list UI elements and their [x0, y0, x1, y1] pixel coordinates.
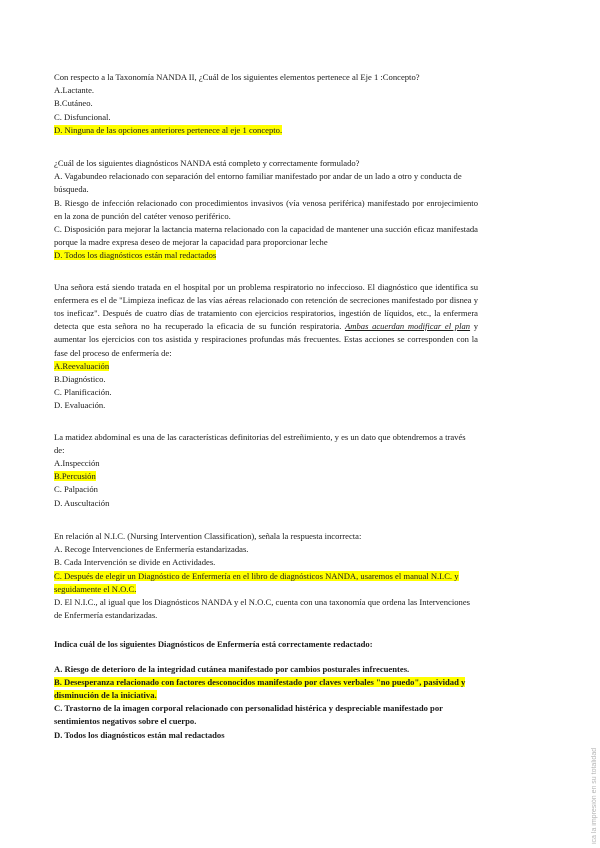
option-d: D. Auscultación: [54, 497, 110, 508]
option-c: C. Disfuncional.: [54, 111, 111, 122]
question-1: [54, 71, 478, 137]
option-a: A.Inspección: [54, 458, 100, 469]
option-b: B.Diagnóstico.: [54, 374, 106, 385]
question-6: [54, 638, 478, 741]
option-a-highlighted: A.Reevaluación: [54, 360, 110, 371]
question-2: [54, 157, 478, 263]
option-c: C. Palpación: [54, 484, 98, 495]
option-d: D. Todos los diagnósticos están mal redactados: [54, 729, 225, 740]
question-text: [54, 281, 478, 360]
question-text: Indica cuál de los siguientes Diagnósticos de Enfermería está correctamente redactado:: [54, 639, 373, 650]
option-c: C. Planificación.: [54, 387, 112, 398]
option-a: A.Lactante.: [54, 85, 95, 96]
option-a: A. Vagabundeo relacionado con separación del entorno familiar manifestado por andar de un lado a otro y conducta de búsqueda.: [54, 171, 462, 195]
question-emphasis: Ambas acuerdan modificar el plan: [345, 321, 471, 332]
option-a: A. Riesgo de deterioro de la integridad cutánea manifestado por cambios posturales infrecuentes.: [54, 663, 410, 674]
question-4: [54, 431, 478, 510]
option-d: D. Evaluación.: [54, 400, 106, 411]
side-watermark-text: ica la impresión en su totalidad: [591, 747, 598, 844]
option-c: C. Disposición para mejorar la lactancia materna relacionado con la capacidad de mantener una succión eficaz manifestada porque la madre expresa deseo de mejorar la capacidad para proporcionar leche: [54, 224, 478, 248]
question-text-part2: y aumentar los ejercicios con tos asistida y respiraciones profundas más frecuentes. Estas acciones se corresponden con la fase del proceso de enfermería de:: [54, 321, 479, 358]
option-c: C. Trastorno de la imagen corporal relacionado con personalidad histérica y despreciable manifestado por sentimientos negativos sobre el cuerpo.: [54, 703, 443, 727]
option-b: B. Cada Intervención se divide en Actividades.: [54, 557, 216, 568]
option-b: B. Riesgo de infección relacionado con procedimientos invasivos (vía venosa periférica) manifestado por enrojecimiento en la zona de punción del catéter venoso periférico.: [54, 197, 478, 221]
question-text: En relación al N.I.C. (Nursing Intervention Classification), señala la respuesta incorrecta:: [54, 530, 362, 541]
option-c-highlighted: C. Después de elegir un Diagnóstico de Enfermería en el libro de diagnósticos NANDA, usaremos el manual N.I.C. y seguidamente el N.O.C.: [54, 570, 459, 594]
option-b-highlighted: B. Desesperanza relacionado con factores desconocidos manifestado por claves verbales "no puedo", pasividad y disminución de la iniciativa.: [54, 676, 466, 700]
document-page: [54, 71, 478, 756]
question-5: [54, 530, 478, 622]
option-d: D. El N.I.C., al igual que los Diagnósticos NANDA y el N.O.C, cuenta con una taxonomía que ordena las Intervenciones de Enfermería estandarizadas.: [54, 596, 470, 621]
option-a: A. Recoge Intervenciones de Enfermería estandarizadas.: [54, 544, 249, 555]
option-d-highlighted: D. Ninguna de las opciones anteriores pertenece al eje 1 concepto.: [54, 124, 283, 135]
question-text: ¿Cuál de los siguientes diagnósticos NANDA está completo y correctamente formulado?: [54, 158, 360, 169]
question-text: La matidez abdominal es una de las características definitorias del estreñimiento, y es un dato que obtendremos a través de:: [54, 431, 466, 455]
option-d-highlighted: D. Todos los diagnósticos están mal redactados: [54, 250, 217, 261]
question-text: Con respecto a la Taxonomía NANDA II, ¿Cuál de los siguientes elementos pertenece al Eje 1 :Concepto?: [54, 72, 420, 82]
option-b: B.Cutáneo.: [54, 98, 93, 109]
question-3: [54, 281, 478, 413]
option-b-highlighted: B.Percusión: [54, 471, 96, 482]
question-text-part1: Una señora está siendo tratada en el hospital por un problema respiratorio no infeccioso. El diagnóstico que identifica su enfermera es el de "Limpieza ineficaz de las vías aéreas relacionado con retención de secreciones manifestado por disnea y tos ineficaz". Después de cuatro días de tratamiento con ejercicios respiratorios, ingestión de líquidos, etc., la enfermera detecta que esta señora no ha recuperado la eficacia de su función respiratoria.: [54, 281, 478, 332]
